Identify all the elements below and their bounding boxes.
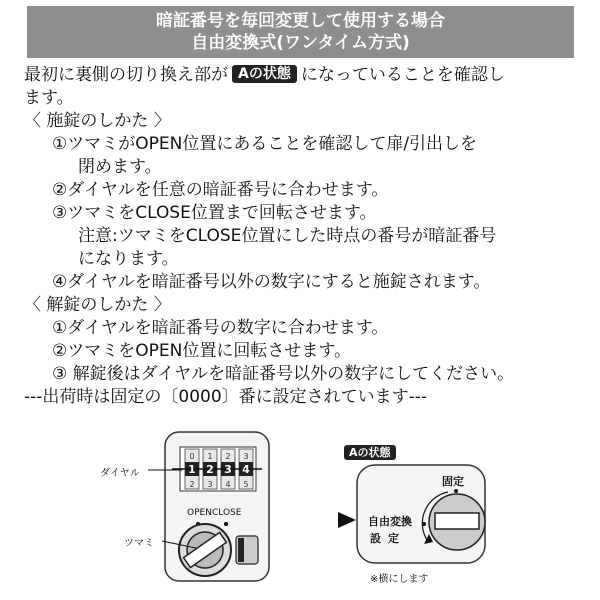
- lock-step-4: ④ダイヤルを暗証番号以外の数字にすると施錠されます。: [52, 272, 491, 292]
- dial-digit-bot-1: 2: [189, 480, 195, 489]
- lock-step-3: ③ツマミをCLOSE位置まで回転させます。: [52, 203, 377, 223]
- factory-note: ---出荷時は固定の〔0000〕番に設定されています---: [24, 387, 428, 407]
- unlock-section-title: 〈 解錠のしかた 〉: [24, 295, 171, 315]
- switch-slot: [435, 513, 479, 529]
- intro-cont: ます。: [24, 88, 74, 108]
- dial-digit-bot-4: 5: [243, 480, 249, 489]
- free-label-1: 自由変換: [368, 515, 412, 528]
- dial-digit-mid-4: 4: [242, 463, 250, 476]
- intro-before: 最初に裏側の切り換え部が: [24, 65, 228, 85]
- dial-digit-bot-3: 4: [225, 480, 231, 489]
- a-state-diagram-badge: Aの状態: [344, 445, 396, 460]
- dial-digit-top-3: 2: [225, 452, 231, 461]
- unlock-step-3: ③ 解錠後はダイヤルを暗証番号以外の数字にしてください。: [52, 364, 515, 384]
- dial-digit-bot-2: 3: [207, 480, 213, 489]
- title-line-2: 自由変換式(ワンタイム方式): [191, 33, 410, 53]
- pointer-arrow: [338, 512, 356, 528]
- dial-digit-mid-1: 1: [188, 463, 196, 476]
- lock-step-1b: 閉めます。: [78, 157, 162, 177]
- lock-note-b: になります。: [78, 249, 179, 269]
- intro-after: になっていることを確認し: [300, 65, 505, 85]
- title-line-1: 暗証番号を毎回変更して使用する場合: [156, 11, 445, 31]
- unlock-step-2: ②ツマミをOPEN位置に回転させます。: [52, 341, 351, 361]
- knob-label: ツマミ: [124, 538, 154, 549]
- free-label-2: 設定: [370, 532, 406, 545]
- state-footnote: ※横にします: [370, 574, 429, 585]
- unlock-step-1: ①ダイヤルを暗証番号の数字に合わせます。: [52, 318, 389, 338]
- close-mark: [224, 522, 228, 526]
- dial-digit-mid-3: 3: [224, 463, 232, 476]
- lock-note-a: 注意:ツマミをCLOSE位置にした時点の番号が暗証番号: [78, 226, 497, 246]
- lock-step-2: ②ダイヤルを任意の暗証番号に合わせます。: [52, 180, 389, 200]
- dial-digit-top-4: 3: [243, 452, 249, 461]
- dial-digit-mid-2: 2: [206, 463, 214, 476]
- dial-digit-top-1: 0: [189, 452, 195, 461]
- a-state-badge: Aの状態: [232, 65, 297, 83]
- lock-step-1a: ①ツマミがOPEN位置にあることを確認して扉/引出しを: [52, 134, 478, 154]
- dial-digit-top-2: 1: [207, 452, 213, 461]
- fixed-label: 固定: [442, 475, 464, 488]
- dial-label: ダイヤル: [100, 468, 140, 479]
- close-label: CLOSE: [212, 508, 242, 518]
- open-label: OPEN: [187, 508, 212, 518]
- lock-section-title: 〈 施錠のしかた 〉: [24, 111, 171, 131]
